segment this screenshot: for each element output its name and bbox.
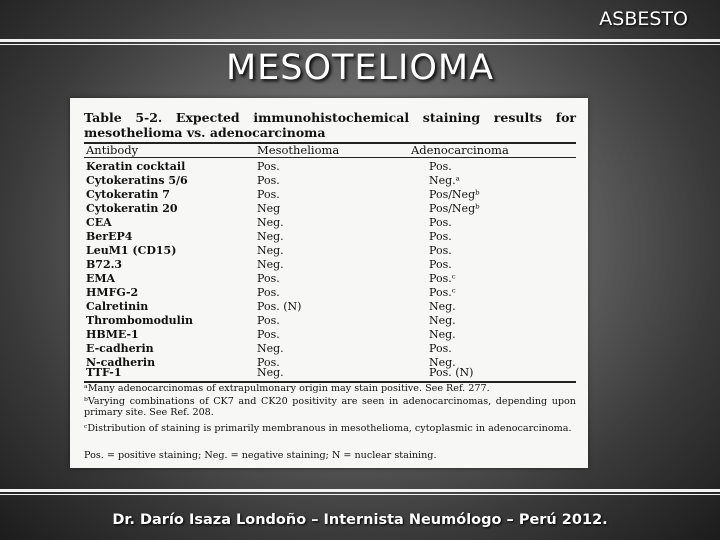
top-rule-thin	[0, 44, 720, 45]
table-row	[84, 174, 576, 188]
bottom-rule	[0, 489, 720, 492]
mesothelioma-cell: Pos.	[257, 272, 280, 285]
table-row	[84, 272, 576, 286]
antibody-cell: HBME-1	[86, 328, 139, 341]
adenocarcinoma-cell: Neg.	[429, 300, 456, 313]
adenocarcinoma-cell: Pos.	[429, 342, 452, 355]
mesothelioma-cell: Neg.	[257, 216, 284, 229]
adenocarcinoma-cell: Pos.	[429, 244, 452, 257]
table-row	[84, 342, 576, 356]
bottom-rule-thin	[0, 494, 720, 495]
mesothelioma-cell: Neg.	[257, 342, 284, 355]
section-tag: ASBESTO	[599, 8, 688, 30]
adenocarcinoma-cell: Pos.	[429, 258, 452, 271]
table-row	[84, 314, 576, 328]
table-header-row	[84, 143, 576, 157]
antibody-cell: Cytokeratin 7	[86, 188, 170, 201]
adenocarcinoma-cell: Pos.	[429, 230, 452, 243]
adenocarcinoma-cell: Pos/Negᵇ	[429, 202, 480, 215]
mesothelioma-cell: Pos.	[257, 328, 280, 341]
adenocarcinoma-cell: Pos. (N)	[429, 366, 474, 379]
header-rule	[84, 157, 576, 158]
antibody-cell: TTF-1	[86, 366, 122, 379]
table-title: Table 5-2. Expected immunohistochemical staining results for mesothelioma vs. adenocarcinoma	[84, 110, 576, 140]
adenocarcinoma-cell: Pos.	[429, 160, 452, 173]
antibody-cell: BerEP4	[86, 230, 133, 243]
antibody-cell: B72.3	[86, 258, 123, 271]
adenocarcinoma-cell: Neg.	[429, 314, 456, 327]
antibody-cell: N-cadherin	[86, 356, 156, 369]
adenocarcinoma-cell: Neg.	[429, 328, 456, 341]
mesothelioma-cell: Pos.	[257, 174, 280, 187]
table-row	[84, 300, 576, 314]
antibody-cell: LeuM1 (CD15)	[86, 244, 177, 257]
slide-title: MESOTELIOMA	[225, 48, 495, 88]
adenocarcinoma-cell: Pos.	[429, 216, 452, 229]
antibody-cell: EMA	[86, 272, 116, 285]
antibody-cell: Calretinin	[86, 300, 149, 313]
mesothelioma-cell: Neg.	[257, 230, 284, 243]
mesothelioma-cell: Pos.	[257, 188, 280, 201]
table-row	[84, 366, 576, 380]
column-header-antibody: Antibody	[86, 143, 139, 157]
table-row	[84, 216, 576, 230]
antibody-cell: Thrombomodulin	[86, 314, 194, 327]
antibody-cell: Cytokeratin 20	[86, 202, 178, 215]
table-row	[84, 258, 576, 272]
table-row	[84, 160, 576, 174]
table-row	[84, 244, 576, 258]
footnote-a: ᵃMany adenocarcinomas of extrapulmonary origin may stain positive. See Ref. 277.	[84, 383, 490, 394]
table-row	[84, 286, 576, 300]
table-row	[84, 188, 576, 202]
mesothelioma-cell: Neg.	[257, 366, 284, 379]
footnote-c: ᶜDistribution of staining is primarily membranous in mesothelioma, cytoplasmic in adenocarcinoma.	[84, 423, 572, 434]
antibody-cell: Cytokeratins 5/6	[86, 174, 188, 187]
top-rule	[0, 39, 720, 42]
mesothelioma-cell: Neg.	[257, 258, 284, 271]
adenocarcinoma-cell: Pos/Negᵇ	[429, 188, 480, 201]
mesothelioma-cell: Neg	[257, 202, 281, 215]
table-row	[84, 328, 576, 342]
footnote-b: ᵇVarying combinations of CK7 and CK20 positivity are seen in adenocarcinomas, depending upon primary site. See Ref. 208.	[84, 396, 576, 418]
footnote-abbreviations: Pos. = positive staining; Neg. = negative staining; N = nuclear staining.	[84, 450, 437, 461]
adenocarcinoma-cell: Pos.ᶜ	[429, 286, 456, 299]
antibody-cell: CEA	[86, 216, 112, 229]
mesothelioma-cell: Pos.	[257, 314, 280, 327]
table-row	[84, 230, 576, 244]
mesothelioma-cell: Pos.	[257, 356, 280, 369]
footer-credit: Dr. Darío Isaza Londoño – Internista Neumólogo – Perú 2012.	[112, 512, 608, 528]
column-header-adenocarcinoma: Adenocarcinoma	[411, 143, 509, 157]
antibody-cell: E-cadherin	[86, 342, 154, 355]
column-header-mesothelioma: Mesothelioma	[257, 143, 340, 157]
mesothelioma-cell: Pos. (N)	[257, 300, 302, 313]
table-row	[84, 202, 576, 216]
adenocarcinoma-cell: Pos.ᶜ	[429, 272, 456, 285]
mesothelioma-cell: Neg.	[257, 244, 284, 257]
mesothelioma-cell: Pos.	[257, 286, 280, 299]
antibody-cell: Keratin cocktail	[86, 160, 186, 173]
adenocarcinoma-cell: Neg.ᵃ	[429, 174, 460, 187]
adenocarcinoma-cell: Neg.	[429, 356, 456, 369]
antibody-cell: HMFG-2	[86, 286, 139, 299]
mesothelioma-cell: Pos.	[257, 160, 280, 173]
